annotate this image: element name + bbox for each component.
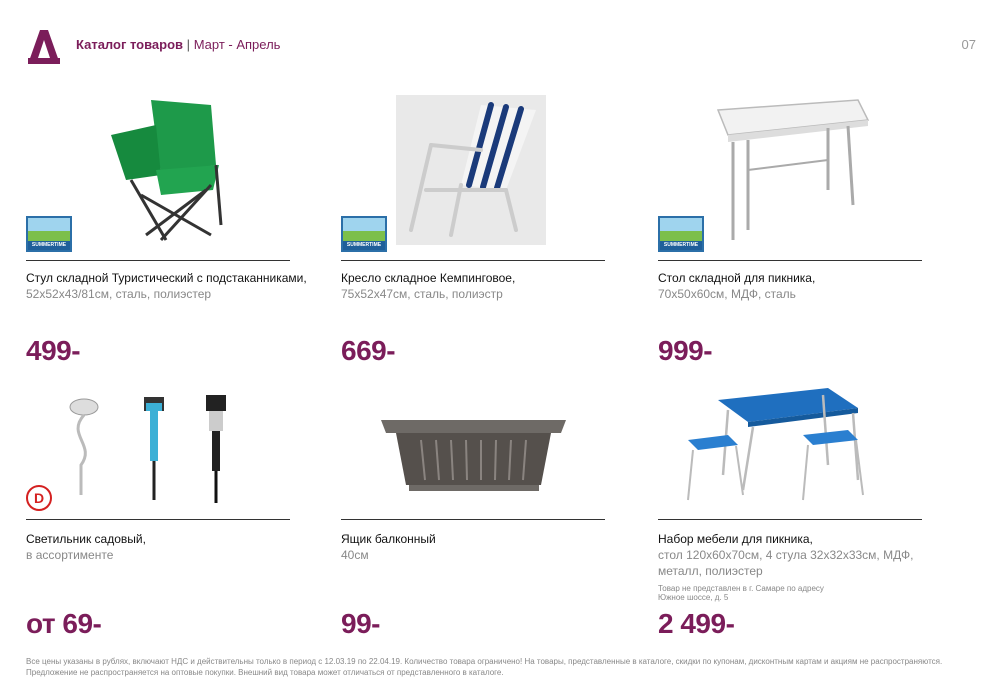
- page-number: 07: [961, 37, 976, 52]
- product-price: 499-: [26, 335, 81, 366]
- product-price: 999-: [658, 335, 713, 366]
- product-price: 99-: [341, 608, 380, 639]
- summertime-badge: SUMMERTIME: [26, 216, 72, 252]
- page-header: [26, 28, 976, 68]
- divider: [658, 260, 922, 261]
- product-card[interactable]: [658, 380, 922, 655]
- balcony-planter-icon: [341, 385, 605, 515]
- product-note: Товар не представлен в г. Самаре по адресу Южное шоссе, д. 5: [658, 584, 824, 602]
- product-name: Светильник садовый, в ассортименте: [26, 532, 146, 562]
- brand-logo: [26, 28, 62, 64]
- divider: [658, 519, 922, 520]
- product-card[interactable]: [341, 385, 605, 655]
- d-badge: D: [26, 485, 52, 511]
- product-card[interactable]: [341, 90, 605, 380]
- divider: [26, 260, 290, 261]
- product-name: Набор мебели для пикника, стол 120x60x70см, 4 стула 32x32x33см, МДФ, металл, полиэстер: [658, 532, 914, 578]
- divider: [341, 260, 605, 261]
- product-name: Кресло складное Кемпинговое, 75x52x47см, сталь, полиэстр: [341, 271, 516, 301]
- product-card[interactable]: [26, 385, 290, 655]
- footer-disclaimer: Все цены указаны в рублях, включают НДС и действительны только в период с 12.03.19 по 22.04.19. Количество товара ограничено! На товары, представленные в каталоге, скидки по купонам, дисконтным картам и акциям не распространяются. Предложение не распространяется на оптовые покупки. Внешний вид товара может отличаться от представленного в каталоге.: [26, 657, 943, 677]
- summertime-badge: SUMMERTIME: [341, 216, 387, 252]
- product-name: Ящик балконный 40см: [341, 532, 436, 562]
- blue-picnic-set-icon: [658, 380, 922, 515]
- garden-lights-icon: [26, 385, 290, 515]
- product-price: 2 499-: [658, 608, 735, 639]
- catalog-title: Каталог товаров | Март - Апрель: [76, 37, 281, 52]
- product-name: Стул складной Туристический с подстаканниками, 52x52x43/81см, сталь, полиэстер: [26, 271, 307, 301]
- product-card[interactable]: [658, 90, 922, 380]
- product-price: 669-: [341, 335, 396, 366]
- product-name: Стол складной для пикника, 70x50x60см, МДФ, сталь: [658, 271, 816, 301]
- product-price: от 69-: [26, 608, 102, 639]
- summertime-badge: SUMMERTIME: [658, 216, 704, 252]
- divider: [26, 519, 290, 520]
- product-card[interactable]: [26, 90, 307, 380]
- divider: [341, 519, 605, 520]
